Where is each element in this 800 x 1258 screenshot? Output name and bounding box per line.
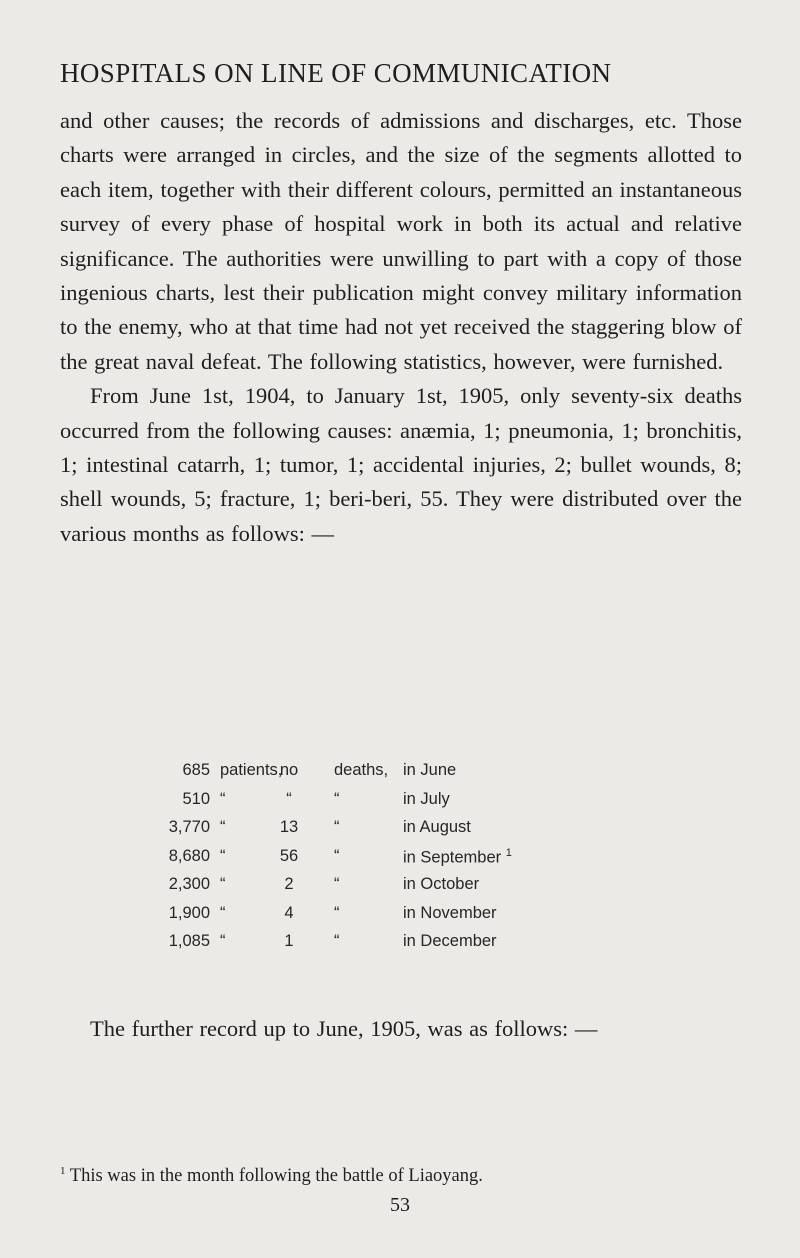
deaths-cell: 1 xyxy=(284,932,294,950)
deaths-cell: 56 xyxy=(279,846,299,865)
month-cell xyxy=(403,790,450,809)
deaths-label: “ xyxy=(334,818,340,836)
deaths-cell: 2 xyxy=(284,875,294,893)
body-text xyxy=(60,104,742,551)
patients-label: “ xyxy=(220,903,226,922)
patients-cell: 1,085 xyxy=(168,932,210,950)
patients-cell: 3,770 xyxy=(168,818,210,836)
patients-label: “ xyxy=(220,789,226,808)
patients-label: “ xyxy=(220,846,226,865)
month-cell xyxy=(403,818,471,837)
deaths-label: “ xyxy=(334,846,340,865)
deaths-label: “ xyxy=(334,875,340,893)
patients-cell: 685 xyxy=(182,761,210,779)
month-text: in July xyxy=(403,789,450,808)
footnote xyxy=(60,1165,760,1187)
deaths-label: “ xyxy=(334,903,340,922)
footnote-text: This was in the month following the battle of Liaoyang. xyxy=(69,1166,483,1187)
deaths-label: deaths, xyxy=(334,761,389,779)
deaths-cell: 13 xyxy=(279,818,299,836)
month-text: in September xyxy=(403,848,502,866)
patients-cell: 2,300 xyxy=(168,875,210,893)
month-cell xyxy=(403,761,456,780)
patients-label: patients, xyxy=(220,761,283,779)
continuation-text xyxy=(60,1012,742,1046)
month-text: in December xyxy=(403,932,497,950)
deaths-cell: “ xyxy=(286,789,292,808)
month-text: in October xyxy=(403,875,480,893)
month-text: in August xyxy=(403,818,471,836)
deaths-cell: 4 xyxy=(284,903,294,922)
patients-cell: 8,680 xyxy=(168,846,210,865)
month-cell xyxy=(403,847,512,868)
month-cell xyxy=(403,932,497,951)
footnote-marker: 1 xyxy=(505,846,512,859)
paragraph-2: From June 1st, 1904, to January 1st, 1905, only seventy-six deaths occurred from the following causes: anæmia, 1; pneumonia, 1; bronchitis, 1; intestinal catarrh, 1; tumor, 1; accidental injuries, 2; bullet wounds, 8; shell wounds, 5; fracture, 1; beri-beri, 55. They were distributed over the various months as follows: — xyxy=(60,383,742,546)
page-number: 53 xyxy=(390,1194,410,1216)
patients-cell: 510 xyxy=(182,789,210,808)
patients-cell: 1,900 xyxy=(168,903,210,922)
month-cell xyxy=(403,875,479,894)
footnote-number: 1 xyxy=(60,1165,66,1177)
running-header: HOSPITALS ON LINE OF COMMUNICATION xyxy=(60,58,612,88)
patients-label: “ xyxy=(220,818,226,836)
month-cell xyxy=(403,904,497,923)
patients-label: “ xyxy=(220,875,226,893)
deaths-label: “ xyxy=(334,789,340,808)
month-text: in June xyxy=(403,761,457,779)
month-text: in November xyxy=(403,903,497,922)
paragraph-1: and other causes; the records of admissions and discharges, etc. Those charts were arranged in circles, and the size of the segments allotted to each item, together with their different colours, permitted an instantaneous survey of every phase of hospital work in both its actual and relative significance. The authorities were unwilling to part with a copy of those ingenious charts, lest their publication might convey military information to the enemy, who at that time had not yet received the staggering blow of the great naval defeat. The following statistics, however, were furnished. xyxy=(60,108,742,374)
deaths-cell: no xyxy=(279,761,299,779)
patients-label: “ xyxy=(220,932,226,950)
deaths-label: “ xyxy=(334,932,340,950)
paragraph-3: The further record up to June, 1905, was as follows: — xyxy=(90,1016,598,1041)
